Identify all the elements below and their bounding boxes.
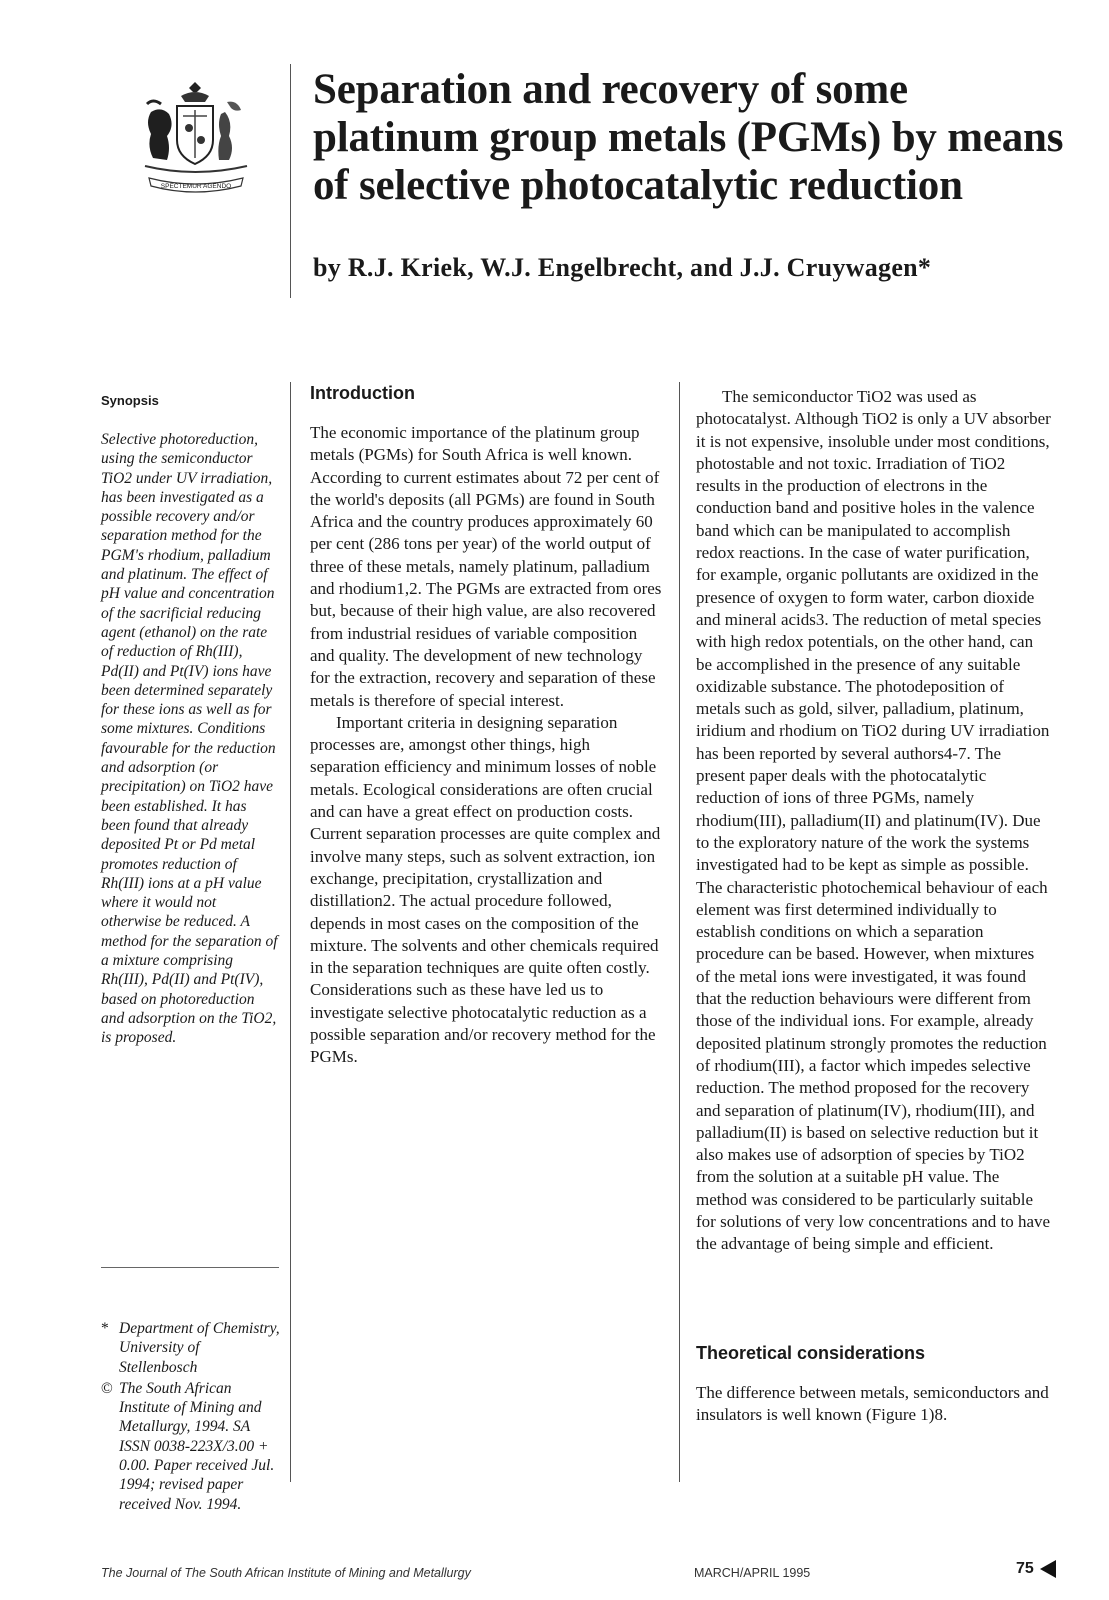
department-note-text: Department of Chemistry, University of Stellenbosch xyxy=(119,1320,280,1376)
introduction-paragraph-2: Important criteria in designing separation processes are, amongst other things, high separation efficiency and minimum losses of noble metals. Ecological considerations are often crucial and can have a great effect on production costs. Current separation processes are quite complex and involve many steps, such as solvent extraction, ion exchange, precipitation, crystallization and distillation2. The actual procedure followed, depends in most cases on the composition of the mixture. The solvents and other chemicals required in the separation techniques are quite often costly. Considerations such as these have led us to investigate selective photocatalytic reduction as a possible separation and/or recovery method for the PGMs. xyxy=(310,712,661,1067)
institute-coat-of-arms-logo xyxy=(137,82,255,198)
right-column xyxy=(696,386,1052,1256)
right-column-paragraph-1: The semiconductor TiO2 was used as photocatalyst. Although TiO2 is only a UV absorber it is not expensive, insoluble under most conditions, photostable and not toxic. Irradiation of TiO2 results in the production of electrons in the conduction band and positive holes in the valence band which can be manipulated to accomplish redox reactions. In the case of water purification, for example, organic pollutants are oxidized in the presence of oxygen to form water, carbon dioxide and mineral acids3. The reduction of metal species with high redox potentials, on the other hand, can be accomplished in the presence of any suitable oxidizable substance. The photodeposition of metals such as gold, silver, palladium, platinum, iridium and rhodium on TiO2 during UV irradiation has been reported by several authors4-7. The present paper deals with the photocatalytic reduction of ions of three PGMs, namely rhodium(III), palladium(II) and platinum(IV). Due to the exploratory nature of the work the systems investigated had to be kept as simple as possible. The characteristic photochemical behaviour of each element was first determined individually to establish conditions on which a separation procedure can be based. However, when mixtures of the metal ions were investigated, it was found that the reduction behaviours were different from those of the individual ions. For example, already deposited platinum strongly promotes the reduction of rhodium(III), a factor which impedes selective reduction. The method proposed for the recovery and separation of platinum(IV), rhodium(III), and palladium(II) is based on selective reduction but it also makes use of adsorption of species by TiO2 from the solution at a suitable pH value. The method was considered to be particularly suitable for solutions of very low concentrations and to have the advantage of being simple and efficient. xyxy=(696,387,1051,1254)
header-divider-line xyxy=(290,64,291,298)
synopsis-heading: Synopsis xyxy=(101,393,159,408)
left-column-divider-line xyxy=(290,382,291,1482)
copyright-note xyxy=(101,1379,281,1514)
footer-issue-date: MARCH/APRIL 1995 xyxy=(694,1566,811,1580)
synopsis-text: Selective photoreduction, using the semiconductor TiO2 under UV irradiation, has been investigated as a possible recovery and/or separation method for the PGM's rhodium, palladium and platinum. The effect of pH value and concentration of the sacrificial reducing agent (ethanol) on the rate of reduction of Rh(III), Pd(II) and Pt(IV) ions have been determined separately for these ions as well as for some mixtures. Conditions favourable for the reduction and adsorption (or precipitation) on TiO2 have been established. It has been found that already deposited Pt or Pd metal promotes reduction of Rh(III) ions at a pH value where it would not otherwise be reduced. A method for the separation of a mixture comprising Rh(III), Pd(II) and Pt(IV), based on photoreduction and adsorption on the TiO2, is proposed. xyxy=(101,431,278,1047)
theoretical-considerations-heading: Theoretical considerations xyxy=(696,1343,926,1363)
article-title: Separation and recovery of some platinum group metals (PGMs) by means of selective photocatalytic reduction xyxy=(313,66,1064,209)
logo-motto: SPECTEMUR AGENDO xyxy=(160,183,232,190)
introduction-paragraph-1: The economic importance of the platinum group metals (PGMs) for South Africa is well known. According to current estimates about 72 per cent of the world's deposits (all PGMs) are found in South Africa and the country produces approximately 60 per cent (286 tons per year) of the world output of three of these metals, namely platinum, palladium and rhodium1,2. The PGMs are extracted from ores but, because of their high value, are also recovered from industrial residues of variable composition and quality. The development of new technology for the extraction, recovery and separation of these metals is therefore of special interest. xyxy=(310,423,662,710)
footer-journal-name: The Journal of The South African Institute of Mining and Metallurgy xyxy=(101,1566,471,1580)
page-number: 75 xyxy=(1016,1560,1034,1577)
affiliation-notes xyxy=(101,1319,281,1516)
copyright-note-text: The South African Institute of Mining and Metallurgy, 1994. SA ISSN 0038-223X/3.00 + 0.00. Paper received Jul. 1994; revised paper received Nov. 1994. xyxy=(119,1379,275,1513)
right-column-divider-line xyxy=(679,382,680,1482)
theory-column xyxy=(696,1382,1052,1427)
introduction-column xyxy=(310,422,662,1069)
page-arrow-icon xyxy=(1040,1560,1056,1583)
article-authors: by R.J. Kriek, W.J. Engelbrecht, and J.J. Cruywagen* xyxy=(313,253,932,282)
theory-paragraph-1: The difference between metals, semiconductors and insulators is well known (Figure 1)8. xyxy=(696,1383,1049,1425)
department-note xyxy=(101,1319,281,1377)
footnote-divider xyxy=(101,1267,279,1268)
introduction-heading: Introduction xyxy=(310,383,415,403)
copyright-note-mark: © xyxy=(101,1379,113,1397)
department-note-mark: * xyxy=(101,1320,109,1337)
